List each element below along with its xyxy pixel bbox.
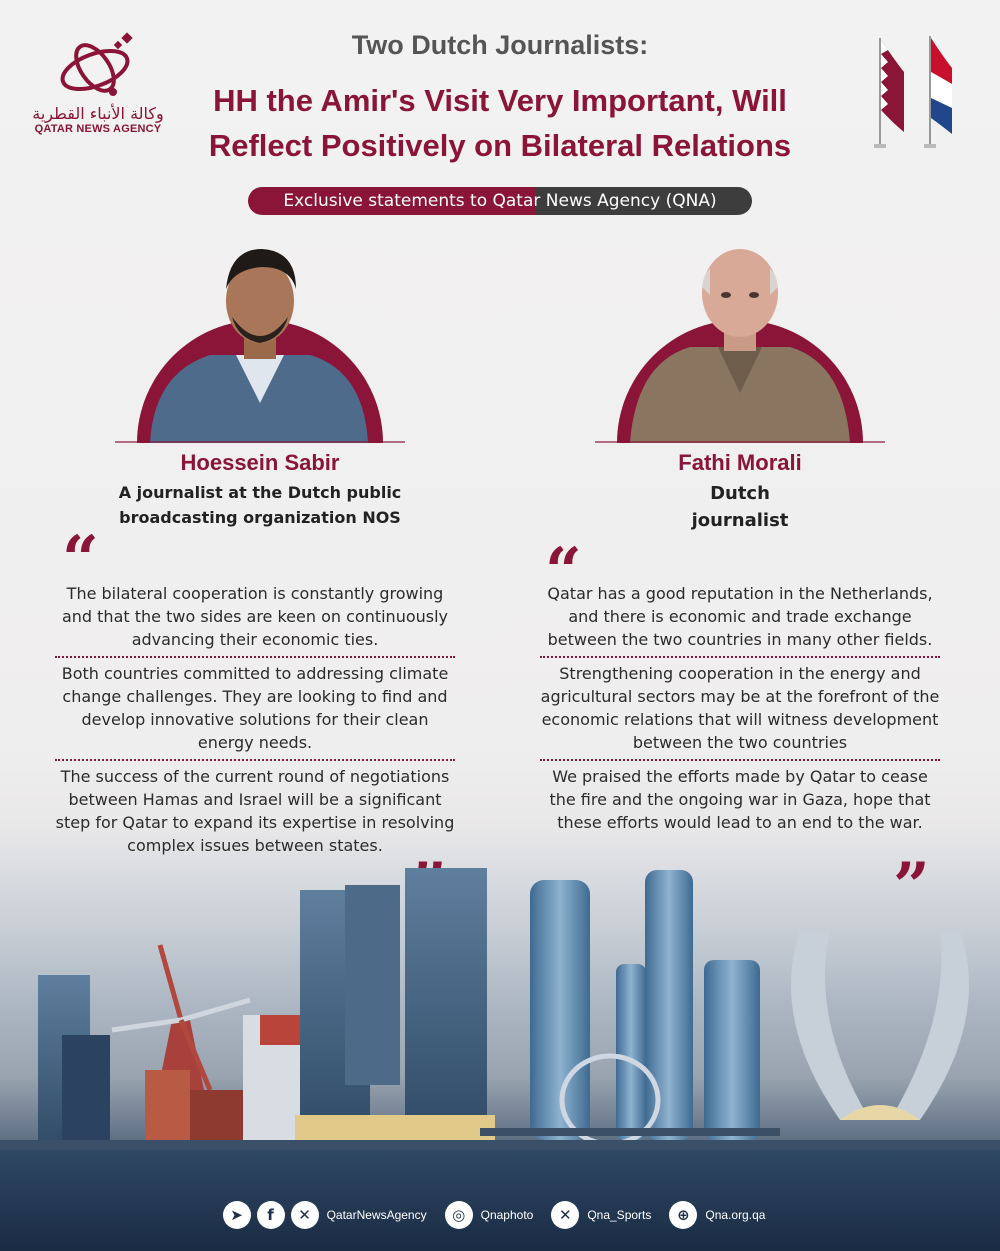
man-portrait-icon	[150, 243, 370, 443]
skyscraper	[645, 870, 693, 1140]
handle-qatarnewsagency[interactable]: QatarNewsAgency	[326, 1208, 427, 1222]
quotes-left	[55, 578, 455, 862]
portrait-baseline	[595, 441, 885, 443]
person-name-right: Fathi Morali	[678, 450, 802, 475]
x-icon[interactable]: ✕	[291, 1201, 319, 1229]
person-role-left	[60, 480, 460, 530]
handle-qnaphoto[interactable]: Qnaphoto	[480, 1208, 534, 1222]
quote-text: Strengthening cooperation in the energy and agricultural sectors may be at the forefront of the economic relations that will witness development between the two countries	[540, 656, 940, 759]
open-quote-mark-right: “	[545, 534, 582, 609]
katara-tower	[890, 930, 969, 1120]
quotes-right	[540, 578, 940, 839]
instagram-icon[interactable]: ◎	[445, 1201, 473, 1229]
portrait-baseline	[115, 441, 405, 443]
portrait-fathi-morali	[595, 243, 885, 443]
portrait-hoessein-sabir	[115, 243, 405, 443]
skyscraper	[704, 960, 760, 1140]
open-quote-mark-left: “	[62, 522, 99, 597]
role-line: A journalist at the Dutch public	[118, 483, 402, 502]
skyscraper	[62, 1035, 110, 1150]
close-quote-mark-right: ”	[893, 849, 930, 924]
skyscraper	[616, 964, 646, 1140]
social-footer	[0, 1198, 1000, 1232]
headline-line-2: Reflect Positively on Bilateral Relations	[208, 128, 792, 163]
kicker-title: Two Dutch Journalists:	[351, 30, 649, 60]
x-icon[interactable]: ✕	[551, 1201, 579, 1229]
role-line: journalist	[691, 510, 789, 531]
quote-text: The bilateral cooperation is constantly growing and that the two sides are keen on continuously advancing their economic ties.	[61, 584, 449, 649]
skyline-illustration	[0, 860, 1000, 1160]
building	[145, 1070, 190, 1150]
headline	[170, 78, 830, 168]
windmill-icon	[112, 945, 250, 1090]
role-line: broadcasting organization NOS	[119, 508, 401, 527]
bridge-deck	[480, 1128, 780, 1136]
katara-tower	[791, 930, 870, 1120]
logo-english-text: QATAR NEWS AGENCY	[34, 123, 162, 135]
building	[260, 1015, 300, 1045]
handle-website[interactable]: Qna.org.qa	[705, 1208, 766, 1222]
role-line: Dutch	[710, 483, 770, 504]
facebook-icon[interactable]: f	[257, 1201, 285, 1229]
skyscraper	[405, 868, 487, 1138]
man-portrait-icon	[630, 243, 850, 443]
quote-text: Qatar has a good reputation in the Netherlands, and there is economic and trade exchange between the two countries in many other fields.	[547, 584, 933, 649]
quote-text: Both countries committed to addressing climate change challenges. They are looking to find and develop innovative solutions for their clean energy needs.	[55, 656, 455, 759]
quote-text: The success of the current round of negotiations between Hamas and Israel will be a significant step for Qatar to expand its expertise in resolving complex issues between states.	[55, 759, 455, 862]
person-role-right	[540, 480, 940, 534]
headline-line-1: HH the Amir's Visit Very Important, Will	[213, 83, 787, 118]
exclusive-label: Exclusive statements to Qatar News Agency (QNA)	[248, 187, 752, 215]
skyscraper	[345, 885, 400, 1085]
logo-arabic-text: وكالة الأنباء القطرية	[32, 104, 164, 123]
telegram-icon[interactable]: ➤	[223, 1201, 251, 1229]
quote-text: We praised the efforts made by Qatar to cease the fire and the ongoing war in Gaza, hope that these efforts would lead to an end to the war.	[540, 759, 940, 839]
globe-icon[interactable]: ⊕	[669, 1201, 697, 1229]
handle-qna-sports[interactable]: Qna_Sports	[587, 1208, 652, 1222]
person-name-left: Hoessein Sabir	[180, 450, 340, 475]
